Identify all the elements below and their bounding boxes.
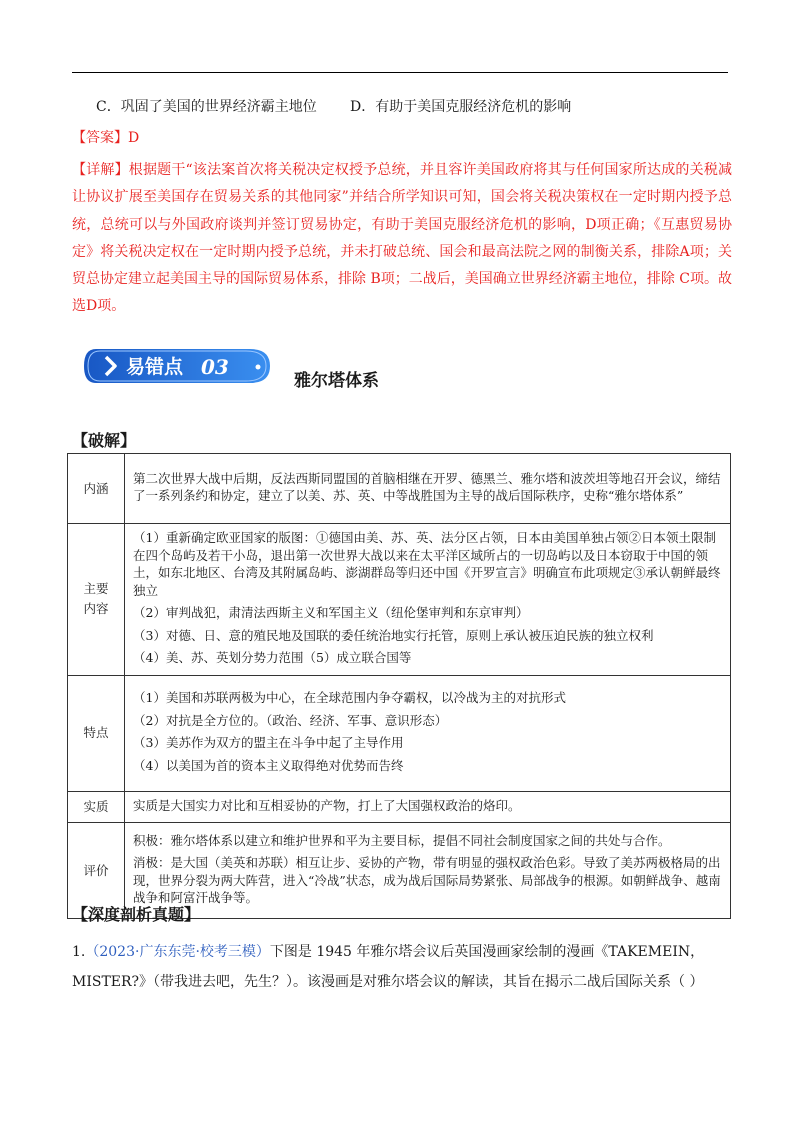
row-line: （3）对德、日、意的殖民地及国联的委任统治地实行托管，原则上承认被压迫民族的独立权利 [133,627,654,643]
row-line: （2）对抗是全方位的。（政治、经济、军事、意识形态） [133,712,448,728]
row-line: （4）以美国为首的资本主义取得绝对优势而告终 [133,757,404,773]
dot-icon [256,365,261,370]
section-heading-exam: 【深度剖析真题】 [72,905,201,924]
row-label: 评价 [68,823,125,919]
row-line: （3）美苏作为双方的盟主在斗争中起了主导作用 [133,735,404,750]
error-point-banner [82,346,272,386]
row-line: 消极：是大国（美英和苏联）相互让步、妥协的产物，带有明显的强权政治色彩。导致了美苏两极格局的出现，世界分裂为两大阵营，进入“冷战”状态，成为战后国际局势紧张、局部战争的根源。如朝鲜战争、越南战争和阿富汗战争等。 [133,855,721,905]
question-1 [72,937,732,997]
table-row [68,791,731,823]
banner-label: 易错点 [126,356,184,378]
row-content [125,524,731,676]
row-content [125,823,731,919]
row-label: 特点 [68,675,125,791]
banner-number: 03 [201,355,229,379]
explanation-label: 【详解】 [72,162,129,178]
answer-label: 【答案】 [72,130,128,146]
row-line: 实质是大国实力对比和互相妥协的产物，打上了大国强权政治的烙印。 [133,797,521,813]
row-label: 主要 内容 [68,524,125,676]
header-rule [72,72,728,73]
row-line: （2）审判战犯，肃清法西斯主义和军国主义（纽伦堡审判和东京审判） [133,605,529,620]
row-label: 内涵 [68,454,125,524]
row-content [125,675,731,791]
question-number: 1. [72,944,86,960]
row-content [125,454,731,524]
question-source: （2023·广东东莞·校考三模） [85,944,270,960]
question-text: 下图是 1945 年雅尔塔会议后英国漫画家绘制的漫画《TAKEMEIN，MISTER?》（带我进去吧，先生？）。该漫画是对雅尔塔会议的解读，其旨在揭示二战后国际关系（ ） [72,944,705,990]
summary-table [67,453,731,919]
answer-value: D [128,130,140,146]
row-line: 第二次世界大战中后期，反法西斯同盟国的首脑相继在开罗、德黑兰、雅尔塔和波茨坦等地召开会议，缔结了一系列条约和协定，建立了以美、苏、英、中等战胜国为主导的战后国际秩序，史称“雅尔塔体系” [133,470,721,503]
answer-line [72,127,139,147]
row-line: （4）美、苏、英划分势力范围（5）成立联合国等 [133,650,412,665]
banner-title: 雅尔塔体系 [294,371,379,391]
option-c: C．巩固了美国的世界经济霸主地位 [96,99,317,115]
row-content [125,791,731,823]
explanation-text: 根据题干“该法案首次将关税决定权授予总统，并且容许美国政府将其与任何国家所达成的关税减让协议扩展至美国存在贸易关系的其他同家”并结合所学知识可知，国会将关税决策权在一定时期内授予总统，总统可以与外国政府谈判并签订贸易协定，有助于美国克服经济危机的影响，D项正确；《互惠贸易协定》将关税决定权在一定时期内授予总统，并未打破总统、国会和最高法院之网的制衡关系，排除A项；关贸总协定建立起美国主导的国际贸易体系，排除 B项；二战后，美国确立世界经济霸主地位，排除 C项。故选D项。 [72,162,733,315]
row-line: （1）重新确定欧亚国家的版图：①德国由美、苏、英、法分区占领，日本由美国单独占领②日本领土限制在四个岛屿及若干小岛，退出第一次世界大战以来在太平洋区域所占的一切岛屿以及日本窃取于中国的领土，如东北地区、台湾及其附属岛屿、澎湖群岛等归还中国《开罗宣言》明确宣布此项规定③承认朝鲜最终独立 [133,530,721,598]
section-heading-breakdown: 【破解】 [72,431,137,450]
table-row [68,675,731,791]
option-d: D．有助于美国克服经济危机的影响 [350,99,572,115]
row-line: （1）美国和苏联两极为中心，在全球范围内争夺霸权，以冷战为主的对抗形式 [133,690,566,705]
row-label: 实质 [68,791,125,823]
table-row [68,524,731,676]
table-row [68,454,731,524]
row-line: 积极：雅尔塔体系以建立和维护世界和平为主要目标，提倡不同社会制度国家之间的共处与合作。 [133,832,671,848]
explanation [72,157,732,321]
